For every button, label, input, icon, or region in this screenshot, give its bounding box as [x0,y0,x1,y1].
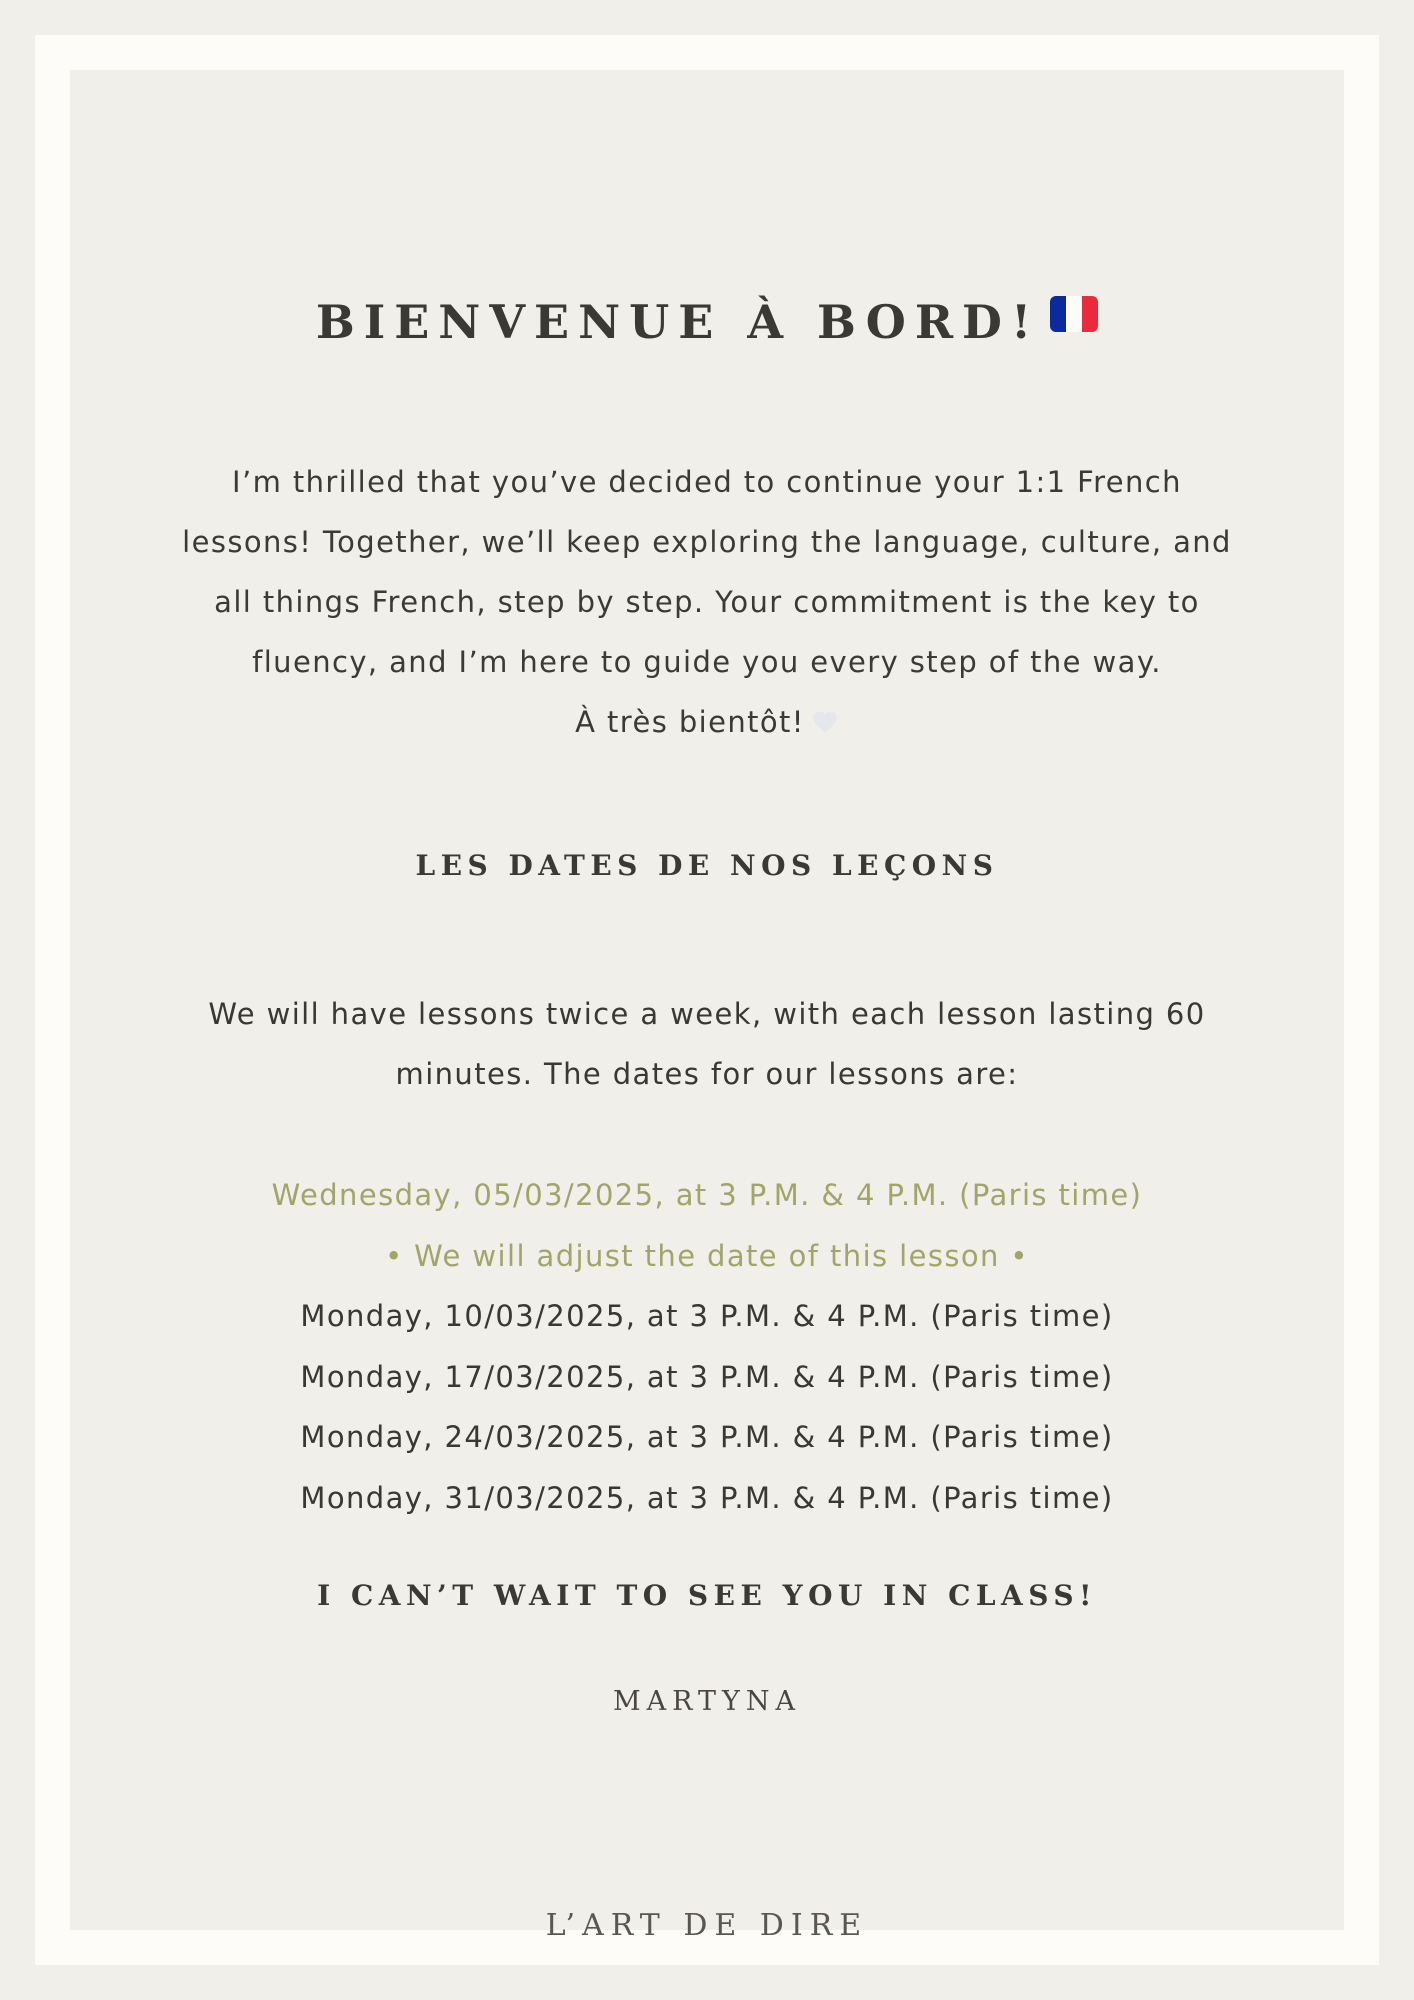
dates-description [70,984,1344,1104]
lesson-date-highlighted: Wednesday, 05/03/2025, at 3 P.M. & 4 P.M. (Paris time) [271,1178,1143,1212]
intro-line: all things French, step by step. Your commitment is the key to [214,585,1200,619]
lesson-date: Monday, 31/03/2025, at 3 P.M. & 4 P.M. (Paris time) [300,1480,1114,1515]
intro-closing-line [70,692,1344,752]
dates-heading: LES DATES DE NOS LEÇONS [415,849,999,882]
description-line: We will have lessons twice a week, with each lesson lasting 60 [208,997,1206,1031]
page-title [70,292,1344,352]
description-line: minutes. The dates for our lessons are: [395,1057,1019,1091]
lesson-date: Monday, 10/03/2025, at 3 P.M. & 4 P.M. (Paris time) [300,1299,1114,1333]
lesson-date-note: • We will adjust the date of this lesson • [385,1238,1029,1273]
intro-line: I’m thrilled that you’ve decided to continue your 1:1 French [232,465,1182,499]
france-flag-icon [1050,296,1098,332]
title-text: BIENVENUE À BORD! [315,295,1041,349]
lesson-date: Monday, 24/03/2025, at 3 P.M. & 4 P.M. (Paris time) [300,1420,1114,1454]
lesson-date: Monday, 17/03/2025, at 3 P.M. & 4 P.M. (Paris time) [300,1359,1114,1394]
intro-closing: À très bientôt! [575,705,805,739]
lesson-dates-list [70,1165,1344,1528]
intro-line: lessons! Together, we’ll keep exploring the language, culture, and [182,525,1232,559]
intro-line: fluency, and I’m here to guide you every step of the way. [252,645,1162,679]
document-card [70,70,1344,1943]
closing-heading: I CAN’T WAIT TO SEE YOU IN CLASS! [317,1579,1097,1612]
signature: MARTYNA [613,1686,801,1717]
white-heart-icon [811,708,839,736]
footer-brand: L’ART DE DIRE [545,1908,869,1943]
intro-paragraph [70,452,1344,752]
